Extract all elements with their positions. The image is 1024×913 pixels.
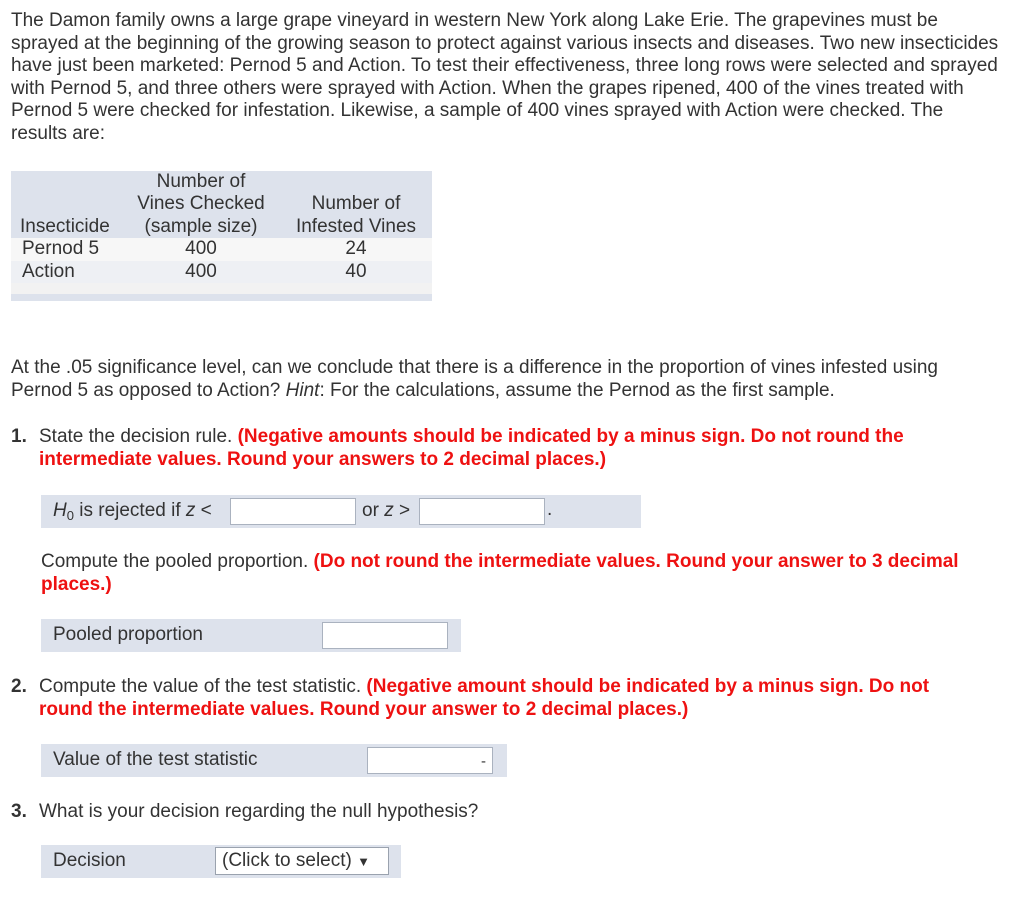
q1-instruction: (Negative amounts should be indicated by a minus sign. Do not round the intermediate values. Round your answers to 2 decimal places.) (39, 426, 904, 470)
table-header (11, 171, 432, 238)
h0-subscript: 0 (66, 508, 74, 523)
dropdown-arrow-icon: ▼ (357, 854, 371, 869)
test-statistic-input[interactable] (367, 747, 493, 774)
decision-bar (41, 845, 401, 878)
test-statistic-label: Value of the test statistic (53, 749, 258, 770)
pooled-proportion-label: Pooled proportion (53, 624, 203, 645)
pooled-prompt (41, 551, 1001, 596)
question-text: At the .05 significance level, can we conclude that there is a difference in the proportion of vines infested using Pernod 5 as opposed to Action? (11, 357, 938, 401)
q2-prompt (39, 676, 959, 721)
or-text: or (362, 500, 385, 521)
pooled-instruction: (Do not round the intermediate values. Round your answer to 3 decimal places.) (41, 551, 959, 595)
cell-checked: 400 (185, 238, 217, 259)
cell-infested: 24 (345, 238, 367, 259)
question-text-end: : For the calculations, assume the Pernod as the first sample. (319, 379, 835, 401)
intro-paragraph: The Damon family owns a large grape vineyard in western New York along Lake Erie. The grapevines must be sprayed at the beginning of the growing season to protect against various insects and diseases. Two new insecticides have just been marketed: Pernod 5 and Action. To test their effectiveness, three long rows were selected and sprayed with Pernod 5, and three others were sprayed with Action. When the grapes ripened, 400 of the vines treated with Pernod 5 were checked for infestation. Likewise, a sample of 400 vines sprayed with Action were checked. The results are: (11, 10, 999, 144)
decision-select[interactable] (215, 847, 389, 875)
table-row (11, 261, 432, 284)
minus-marker: - (481, 753, 486, 770)
rejected-text: is rejected if (73, 500, 186, 521)
question-paragraph (11, 357, 1001, 402)
cell-checked: 400 (185, 260, 217, 282)
q2-number: 2. (11, 676, 27, 697)
results-table (11, 171, 432, 301)
header-checked-line3: (sample size) (144, 216, 258, 237)
q2-instruction: (Negative amount should be indicated by a minus sign. Do not round the intermediate values. Round your answer to 2 decimal places.) (39, 676, 930, 720)
header-infested-line1: Number of (311, 193, 401, 214)
header-insecticide: Insecticide (20, 216, 110, 237)
cell-insecticide: Pernod 5 (22, 238, 100, 259)
or-label (362, 500, 410, 523)
q3-number: 3. (11, 801, 27, 822)
q3-text: What is your decision regarding the null hypothesis? (39, 801, 479, 822)
q1-number: 1. (11, 426, 27, 447)
period: . (547, 499, 553, 520)
z-symbol: z (384, 500, 394, 521)
pooled-proportion-bar (41, 619, 461, 652)
q2-text: Compute the value of the test statistic. (39, 676, 367, 697)
decision-selected: (Click to select) (222, 850, 352, 871)
less-than: < (195, 500, 212, 521)
header-checked-line1: Number of (156, 171, 246, 192)
upper-critical-input[interactable] (419, 498, 545, 525)
pooled-text: Compute the pooled proportion. (41, 551, 314, 572)
hint-label: Hint (285, 379, 320, 401)
pooled-proportion-input[interactable] (322, 622, 448, 649)
header-checked-line2: Vines Checked (137, 193, 265, 214)
q1-text: State the decision rule. (39, 426, 238, 447)
test-statistic-bar (41, 744, 507, 777)
decision-rule-bar (41, 495, 641, 528)
decision-rule-label (53, 500, 212, 528)
decision-label: Decision (53, 850, 126, 871)
greater-than: > (393, 500, 411, 521)
q1-prompt (39, 426, 959, 471)
lower-critical-input[interactable] (230, 498, 356, 525)
z-symbol: z (185, 500, 196, 521)
header-infested-line2: Infested Vines (295, 216, 417, 237)
cell-infested: 40 (345, 260, 367, 282)
h0-symbol: H (53, 500, 67, 521)
cell-insecticide: Action (22, 260, 75, 282)
table-row (11, 238, 432, 261)
